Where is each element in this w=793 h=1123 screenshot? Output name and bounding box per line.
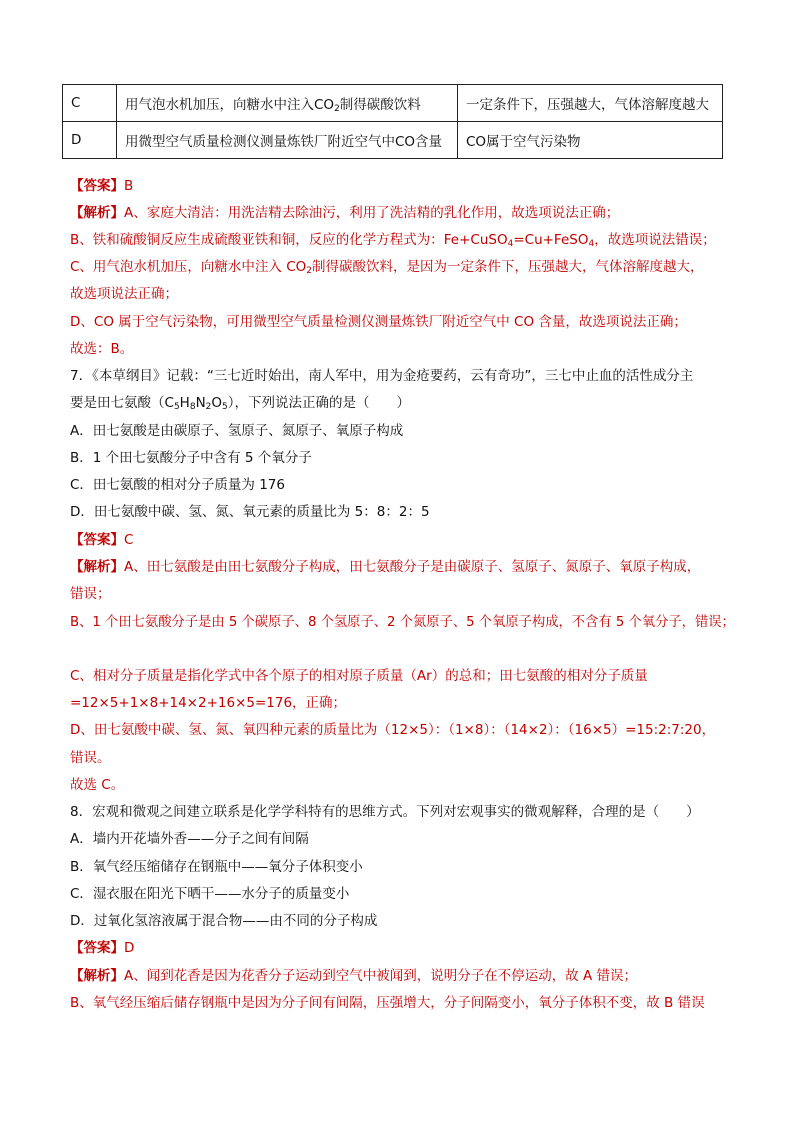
row-letter: C	[63, 85, 117, 122]
q6-analysis-c-cont: 故选项说法正确；	[70, 286, 178, 302]
q7-option-b: B．1 个田七氨酸分子中含有 5 个氧分子	[70, 450, 312, 466]
q7-option-c: C．田七氨酸的相对分子质量为 176	[70, 477, 285, 493]
q7-analysis-d: D、田七氨酸中碳、氢、氮、氧四种元素的质量比为（12×5）：（1×8）：（14×2）：（16×5）=15:2:7:20，	[70, 722, 716, 738]
options-table	[62, 84, 723, 159]
q6-conclusion: 故选：B。	[70, 341, 134, 357]
q7-analysis-c-cont: =12×5+1×8+14×2+16×5=176，正确；	[70, 695, 347, 711]
q7-analysis-b: B、1 个田七氨酸分子是由 5 个碳原子、8 个氢原子、2 个氮原子、5 个氧原子构成，不含有 5 个氧分子，错误；	[70, 614, 735, 630]
q8-stem: 8．宏观和微观之间建立联系是化学学科特有的思维方式。下列对宏观事实的微观解释，合理的是（ ）	[70, 804, 700, 820]
q8-analysis-b: B、氧气经压缩后储存钢瓶中是因为分子间有间隔，压强增大，分子间隔变小，氧分子体积不变，故 B 错误	[70, 995, 705, 1011]
q7-stem-line2: 要是田七氨酸$(C_5H_8N_2O_5)$，下列说法正确的是（ ）	[70, 395, 411, 412]
q7-analysis-a: 【解析】A、田七氨酸是由田七氨酸分子构成，田七氨酸分子是由碳原子、氢原子、氮原子、氧原子构成，	[70, 559, 701, 575]
q6-analysis-c: C、用气泡水机加压，向糖水中注入 $CO_2$制得碳酸饮料，是因为一定条件下，压强越大，气体溶解度越大，	[70, 259, 704, 276]
row-fact: 用气泡水机加压，向糖水中注入$CO_2$制得碳酸饮料	[117, 85, 458, 122]
q6-analysis-b: B、铁和硫酸铜反应生成硫酸亚铁和铜，反应的化学方程式为：Fe+CuSO$_4$=Cu+FeSO$_4$，故选项说法错误；	[70, 232, 716, 249]
q8-analysis-a: 【解析】A、闻到花香是因为花香分子运动到空气中被闻到，说明分子在不停运动，故 A 错误；	[70, 968, 638, 984]
q7-answer: 【答案】C	[70, 532, 134, 548]
q7-option-a: A．田七氨酸是由碳原子、氢原子、氮原子、氧原子构成	[70, 423, 404, 439]
q7-conclusion: 故选 C。	[70, 777, 125, 793]
q7-analysis-c: C、相对分子质量是指化学式中各个原子的相对原子质量（Ar）的总和；田七氨酸的相对分子质量	[70, 668, 648, 684]
q7-stem-line1: 7．《本草纲目》记载：“三七近时始出，南人军中，用为金疮要药，云有奇功”，三七中止血的活性成分主	[70, 368, 694, 384]
q8-option-d: D．过氧化氢溶液属于混合物——由不同的分子构成	[70, 913, 378, 929]
q8-option-a: A．墙内开花墙外香——分子之间有间隔	[70, 831, 309, 847]
q8-option-c: C．湿衣服在阳光下晒干——水分子的质量变小	[70, 886, 350, 902]
q7-analysis-d-cont: 错误。	[70, 750, 111, 766]
q6-analysis-a: 【解析】A、家庭大清洁：用洗洁精去除油污，利用了洗洁精的乳化作用，故选项说法正确；	[70, 205, 620, 221]
table-row	[63, 122, 723, 159]
q6-analysis-d: D、CO 属于空气污染物，可用微型空气质量检测仪测量炼铁厂附近空气中 CO 含量，故选项说法正确；	[70, 314, 687, 330]
row-explanation: CO属于空气污染物	[458, 122, 723, 159]
row-fact: 用微型空气质量检测仪测量炼铁厂附近空气中CO含量	[117, 122, 458, 159]
row-letter: D	[63, 122, 117, 159]
q8-answer: 【答案】D	[70, 940, 135, 956]
q6-answer: 【答案】B	[70, 178, 134, 194]
q7-option-d: D．田七氨酸中碳、氢、氮、氧元素的质量比为 5：8：2：5	[70, 504, 430, 520]
row-explanation: 一定条件下，压强越大，气体溶解度越大	[458, 85, 723, 122]
q8-option-b: B．氧气经压缩储存在钢瓶中——氧分子体积变小	[70, 859, 363, 875]
q7-analysis-a-cont: 错误；	[70, 586, 111, 602]
table-row	[63, 85, 723, 122]
